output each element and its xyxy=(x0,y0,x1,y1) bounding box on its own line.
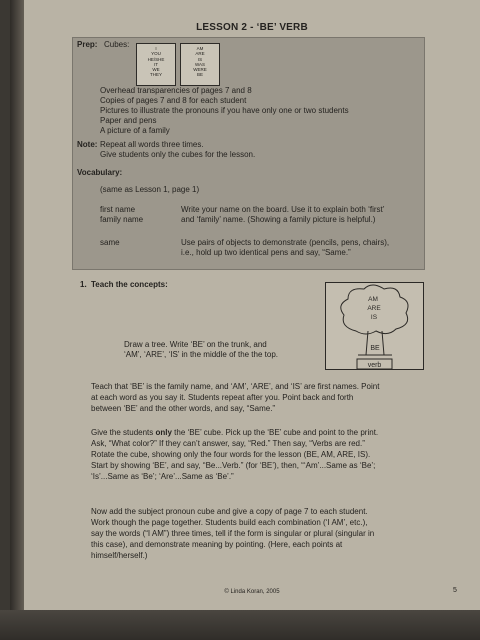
paragraph-line: this case), and demonstrate meaning by pointing. (Here, each points at xyxy=(91,540,343,549)
vocab-term: same xyxy=(100,238,120,247)
verb-caption: verb xyxy=(367,362,382,369)
cube-word: ARE xyxy=(195,51,205,57)
prep-item: Pictures to illustrate the pronouns if you have only one or two students xyxy=(100,106,349,115)
cube-word: WAS xyxy=(194,61,206,67)
paragraph-line: Work though the page together. Students build each combination (‘I AM’, etc.), xyxy=(91,518,368,527)
text-run: Give the students xyxy=(91,428,156,437)
lesson-title: LESSON 2 - ‘BE’ VERB xyxy=(196,22,308,33)
paragraph-line xyxy=(91,428,378,438)
section-number: 1. xyxy=(80,280,87,289)
tree-trunk-word: BE xyxy=(370,345,380,352)
cube-word: BE xyxy=(196,72,203,78)
note-line: Give students only the cubes for the lesson. xyxy=(100,150,256,159)
tree-leaf-word: IS xyxy=(370,314,378,321)
prep-item: A picture of a family xyxy=(100,126,170,135)
cube-word: I xyxy=(155,46,157,51)
vocab-desc: i.e., hold up two identical pens and say, “Same.” xyxy=(181,248,351,257)
paragraph-line: say the words (“I AM”) three times, tell if the form is singular or plural (singular in xyxy=(91,529,375,538)
prep-item: Overhead transparencies of pages 7 and 8 xyxy=(100,86,252,95)
copyright-footer: © Linda Koran, 2005 xyxy=(224,589,280,595)
text-run: the ‘BE’ cube. Pick up the ‘BE’ cube and point to the print. xyxy=(171,428,379,437)
vocab-term: family name xyxy=(100,215,144,224)
paragraph-line: Now add the subject pronoun cube and give a copy of page 7 to each student. xyxy=(91,507,368,516)
cube-word: IT xyxy=(154,61,158,67)
cubes-label: Cubes: xyxy=(104,40,130,49)
tree-leaf-word: AM xyxy=(368,296,378,303)
vocabulary-label: Vocabulary: xyxy=(77,168,123,177)
paragraph-line: ‘Is’...Same as ‘Be’; ‘Are’...Same as ‘Be’.” xyxy=(91,472,234,481)
pronoun-cube xyxy=(136,43,176,86)
cube-word: WERE xyxy=(193,67,207,73)
paragraph-line: Ask, “What color?” If they can’t answer, say, “Red.” Then say, “Verbs are red.” xyxy=(91,439,365,448)
cube-word: AM xyxy=(196,46,204,51)
emphasis-only: only xyxy=(155,428,172,437)
cube-word: THEY xyxy=(149,72,162,78)
draw-tree-line: Draw a tree. Write ‘BE’ on the trunk, and xyxy=(124,340,267,349)
cube-word: WE xyxy=(152,67,160,73)
paragraph-line: himself/herself.) xyxy=(91,551,148,560)
note-label: Note: xyxy=(77,140,98,149)
prep-item: Copies of pages 7 and 8 for each student xyxy=(100,96,247,105)
section-heading: Teach the concepts: xyxy=(91,280,168,289)
cube-word: HE/SHE xyxy=(147,56,165,62)
tree-illustration xyxy=(325,282,424,370)
vocab-desc: and ‘family’ name. (Showing a family picture is helpful.) xyxy=(181,215,376,224)
paragraph-line: Rotate the cube, showing only the four words for the lesson (BE, AM, ARE, IS). xyxy=(91,450,371,459)
paragraph-line: at each word as you say it. Students repeat after you. Point back and forth xyxy=(91,393,354,402)
verb-cube xyxy=(180,43,220,86)
tree-drawing xyxy=(326,283,423,369)
paragraph-line: Teach that ‘BE’ is the family name, and ‘AM’, ‘ARE’, and ‘IS’ are first names. Point xyxy=(91,382,380,391)
page-number: 5 xyxy=(453,587,457,594)
paragraph-line: between ‘BE’ and the other words, and say, “Same.” xyxy=(91,404,276,413)
draw-tree-line: ‘AM’, ‘ARE’, ‘IS’ in the middle of the the top. xyxy=(124,350,278,359)
tree-leaf-word: ARE xyxy=(367,305,381,312)
prep-label: Prep: xyxy=(77,40,98,49)
desk-surface xyxy=(0,610,480,640)
cube-word: YOU xyxy=(151,51,161,57)
prep-item: Paper and pens xyxy=(100,116,157,125)
cube-word: IS xyxy=(197,56,203,62)
vocab-desc: Use pairs of objects to demonstrate (pencils, pens, chairs), xyxy=(181,238,390,247)
paragraph-line: Start by showing ‘BE’, and say, “Be...Verb.” (for ‘BE’), then, “‘Am’...Same as ‘Be’; xyxy=(91,461,376,470)
vocab-term: first name xyxy=(100,205,136,214)
note-line: Repeat all words three times. xyxy=(100,140,204,149)
worksheet-page xyxy=(24,0,480,610)
vocabulary-intro: (same as Lesson 1, page 1) xyxy=(100,185,200,194)
vocab-desc: Write your name on the board. Use it to explain both ‘first’ xyxy=(181,205,385,214)
